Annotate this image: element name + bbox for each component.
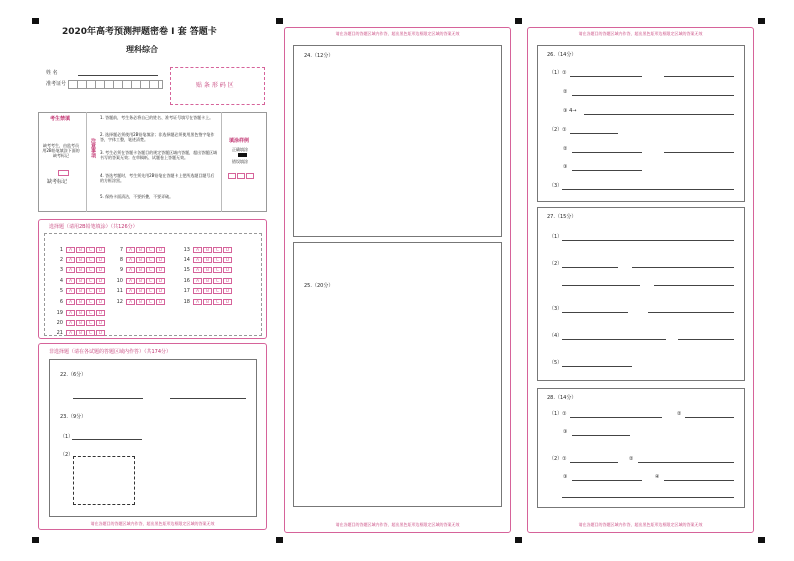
mc-option-bubble[interactable]: A: [126, 278, 135, 284]
q26-row6-line[interactable]: [572, 170, 642, 171]
mc-option-bubble[interactable]: D: [156, 257, 165, 263]
mc-question-row: [54, 323, 106, 337]
q27-row3-line-b[interactable]: [648, 312, 734, 313]
mc-option-bubble[interactable]: D: [96, 247, 105, 253]
q27-row5-label: （5）: [549, 360, 563, 366]
q23-part2-label: （2）: [60, 452, 74, 458]
mc-option-bubble[interactable]: C: [146, 257, 155, 263]
q28-row4b-label: ④: [655, 474, 660, 480]
barcode-label: 贴 条 形 码 区: [196, 82, 234, 89]
nonmc-title: 非选择题（请在各试题的答题区域内作答）（共174分）: [49, 349, 172, 355]
left-warning: 请在各题目的答题区域内作答，超出黑色矩形边框限定区域的答案无效: [90, 521, 215, 526]
mc-question-number: 2: [59, 256, 63, 263]
mc-option-bubble[interactable]: A: [193, 299, 202, 305]
q26-row5-line-a[interactable]: [572, 152, 642, 153]
fill-wrong-samples: [228, 165, 255, 184]
mc-option-bubble[interactable]: D: [223, 299, 232, 305]
mc-question-number: 19: [56, 309, 63, 316]
right-warning-top: 请在各题目的答题区域内作答，超出黑色矩形边框限定区域的答案无效: [578, 31, 703, 36]
mc-option-bubble[interactable]: A: [193, 247, 202, 253]
mc-option-bubble[interactable]: C: [146, 299, 155, 305]
mc-question-number: 6: [59, 298, 63, 305]
mc-question-number: 20: [56, 319, 63, 326]
mc-question-row: [54, 260, 106, 274]
mc-title-text: 选择题（请用2B铅笔填涂）（共126分）: [49, 224, 138, 230]
mc-question-row: [54, 291, 106, 305]
q28-row4-line-a[interactable]: [572, 480, 642, 481]
mc-option-bubble[interactable]: C: [86, 257, 95, 263]
mc-option-bubble[interactable]: A: [126, 288, 135, 294]
mc-question-row: [114, 281, 166, 295]
q28-row4-line-b[interactable]: [664, 480, 734, 481]
candidate-text: 缺考考生，由监考员用2B铅笔填涂下面的缺考标记: [42, 143, 80, 158]
mc-question-number: 11: [116, 288, 123, 295]
q28-row3-label: （2）①: [549, 456, 567, 462]
registration-mark-top-right: [758, 18, 765, 24]
mc-option-bubble[interactable]: B: [76, 330, 85, 336]
q26-row2-line[interactable]: [572, 95, 734, 96]
mc-question-number: 9: [119, 267, 123, 274]
q27-row3-label: （3）: [549, 306, 563, 312]
wrong-sample-check: [228, 173, 236, 179]
right-warning-bottom: 请在各题目的答题区域内作答，超出黑色矩形边框限定区域的答案无效: [578, 522, 703, 527]
q27-row3-line-a[interactable]: [562, 312, 628, 313]
mc-option-bubble[interactable]: A: [66, 288, 75, 294]
q27-row5-line[interactable]: [562, 366, 632, 367]
mc-option-bubble[interactable]: B: [76, 310, 85, 316]
mc-option-bubble[interactable]: B: [203, 278, 212, 284]
registration-mark-bottom-left: [32, 537, 39, 543]
mc-option-bubble[interactable]: C: [86, 330, 95, 336]
registration-mark-top-mid: [276, 18, 283, 24]
q26-row5-line-b[interactable]: [664, 152, 734, 153]
info-divider-1: [86, 112, 87, 212]
mc-option-bubble[interactable]: C: [213, 299, 222, 305]
q27-row2-line-a[interactable]: [562, 267, 618, 268]
mc-option-bubble[interactable]: A: [66, 330, 75, 336]
notice-item-2: 2. 选择题必须使用2B铅笔填涂；非选择题必须使用黑色签字笔作答，字体工整，笔迹清楚。: [100, 132, 215, 142]
mc-option-bubble[interactable]: A: [193, 288, 202, 294]
mc-question-number: 16: [183, 277, 190, 284]
mc-question-row: [181, 239, 233, 253]
q28-row2-label: ③: [563, 429, 568, 435]
registration-mark-bottom-mid2: [515, 537, 522, 543]
fill-correct-sample: [238, 153, 247, 157]
mc-question-row: [114, 291, 166, 305]
mc-option-bubble[interactable]: B: [76, 299, 85, 305]
q26-row4-line[interactable]: [570, 133, 618, 134]
q26-label: 26.（14分）: [547, 52, 577, 58]
exam-no-boxes[interactable]: [68, 80, 163, 89]
registration-mark-bottom-mid: [276, 537, 283, 543]
mc-option-bubble[interactable]: D: [156, 267, 165, 273]
mc-option-bubble[interactable]: B: [203, 299, 212, 305]
mc-title: [49, 224, 138, 230]
mc-option-bubble[interactable]: A: [126, 257, 135, 263]
q27-row2-line-b[interactable]: [632, 267, 734, 268]
mc-option-bubble[interactable]: D: [96, 310, 105, 316]
mc-question-row: [54, 302, 106, 316]
mc-option-bubble[interactable]: B: [136, 278, 145, 284]
mc-question-number: 18: [183, 298, 190, 305]
mc-option-bubble[interactable]: D: [156, 288, 165, 294]
q27-row1-label: （1）: [549, 234, 563, 240]
exam-no-label: 准考证号: [46, 81, 67, 87]
q26-row5-label: ②: [563, 146, 568, 152]
mc-option-bubble[interactable]: A: [193, 267, 202, 273]
mc-question-row: [181, 270, 233, 284]
left-panel-frame: [38, 343, 267, 530]
mid-warning-top: 请在各题目的答题区域内作答，超出黑色矩形边框限定区域的答案无效: [335, 31, 460, 36]
mc-question-row: [54, 309, 106, 326]
q26-row1-line-b[interactable]: [664, 76, 734, 77]
mc-option-bubble[interactable]: A: [66, 299, 75, 305]
fill-example-title: 填涂样例: [229, 138, 250, 144]
q26-row3-label: ③ 4→: [563, 108, 577, 114]
mc-option-bubble[interactable]: A: [126, 247, 135, 253]
mc-option-bubble[interactable]: A: [193, 257, 202, 263]
mc-question-number: 17: [183, 288, 190, 295]
mc-option-bubble[interactable]: B: [203, 267, 212, 273]
subject-title: 理科综合: [126, 45, 158, 54]
mc-option-bubble[interactable]: C: [146, 247, 155, 253]
info-divider-2: [221, 112, 222, 212]
mc-question-row: [181, 291, 233, 305]
mc-question-number: 21: [56, 330, 63, 337]
exam-title: 2020年高考预测押题密卷 Ⅰ 套 答题卡: [62, 27, 217, 37]
notice-item-1: 1. 答题前，考生务必将自己的姓名、准考证号填写在答题卡上。: [100, 115, 214, 120]
mc-question-row: [54, 270, 106, 284]
mc-option-bubble[interactable]: C: [86, 267, 95, 273]
q28-row3-line-a[interactable]: [570, 462, 618, 463]
q28-row3b-label: ②: [629, 456, 634, 462]
mc-option-bubble[interactable]: D: [96, 278, 105, 284]
q28-row1-label: （1）①: [549, 411, 567, 417]
mc-option-bubble[interactable]: B: [76, 320, 85, 326]
mc-option-bubble[interactable]: C: [86, 288, 95, 294]
absence-mark-box[interactable]: [58, 170, 69, 176]
notice-item-4: 4. 答选考题时，考生须先用2B铅笔在答题卡上把所选题目题号后的方框涂黑。: [100, 173, 215, 183]
mc-option-bubble[interactable]: A: [126, 267, 135, 273]
notice-title: 注意事项: [90, 138, 96, 158]
mc-option-bubble[interactable]: D: [156, 278, 165, 284]
mc-option-bubble[interactable]: A: [66, 278, 75, 284]
mc-option-bubble[interactable]: D: [223, 288, 232, 294]
mc-option-bubble[interactable]: B: [76, 267, 85, 273]
mc-option-bubble[interactable]: C: [86, 278, 95, 284]
mc-option-bubble[interactable]: B: [203, 257, 212, 263]
answer-box-27[interactable]: [537, 207, 745, 381]
mc-question-number: 8: [119, 256, 123, 263]
mc-option-bubble[interactable]: C: [86, 299, 95, 305]
mc-option-bubble[interactable]: B: [136, 299, 145, 305]
mc-question-row: [54, 281, 106, 295]
q26-row6-label: ③: [563, 164, 568, 170]
mc-option-bubble[interactable]: D: [223, 278, 232, 284]
fill-wrong-label: 错误填涂: [232, 159, 248, 164]
mc-question-row: [114, 246, 166, 263]
mc-question-number: 7: [119, 246, 123, 253]
mc-question-row: [114, 270, 166, 284]
mc-option-bubble[interactable]: C: [86, 320, 95, 326]
mc-option-bubble[interactable]: A: [193, 278, 202, 284]
wrong-sample-dot: [246, 173, 254, 179]
q26-row2-label: ②: [563, 89, 568, 95]
mc-option-bubble[interactable]: C: [213, 257, 222, 263]
notice-item-3: 3. 考生必须在答题卡各题目的规定答题区域内答题，超出答题区域书写的答案无效；在草稿纸、试题卷上答题无效。: [100, 150, 218, 160]
mc-option-bubble[interactable]: A: [126, 299, 135, 305]
mc-question-row: [181, 281, 233, 295]
q28-row4-label: ③: [563, 474, 568, 480]
q28-row1-line-a[interactable]: [570, 417, 662, 418]
mc-option-bubble[interactable]: D: [156, 247, 165, 253]
mc-option-bubble[interactable]: B: [136, 257, 145, 263]
mc-option-bubble[interactable]: C: [146, 267, 155, 273]
q27-row2-line-c[interactable]: [562, 285, 640, 286]
mc-question-row: [114, 239, 166, 253]
mc-option-bubble[interactable]: D: [223, 247, 232, 253]
mc-option-bubble[interactable]: C: [86, 310, 95, 316]
mc-option-bubble[interactable]: B: [76, 257, 85, 263]
mc-question-number: 3: [59, 267, 63, 274]
name-label: 姓 名: [46, 70, 58, 76]
answer-box-26[interactable]: [537, 45, 745, 202]
q25-label: 25.（20分）: [304, 283, 334, 289]
mc-option-bubble[interactable]: B: [76, 288, 85, 294]
mc-option-bubble[interactable]: B: [203, 288, 212, 294]
mc-question-row: [114, 260, 166, 274]
mc-question-number: 13: [183, 246, 190, 253]
q27-row4-line-b[interactable]: [678, 339, 734, 340]
mc-option-bubble[interactable]: A: [66, 257, 75, 263]
mc-option-bubble[interactable]: C: [213, 288, 222, 294]
mc-option-bubble[interactable]: B: [136, 247, 145, 253]
q27-row2-label: （2）: [549, 261, 563, 267]
q26-row7-line[interactable]: [562, 189, 734, 190]
mid-warning-bottom: 请在各题目的答题区域内作答，超出黑色矩形边框限定区域的答案无效: [335, 522, 460, 527]
q23-part1-label: （1）: [60, 434, 74, 440]
mc-question-row: [181, 246, 233, 263]
mc-option-bubble[interactable]: B: [76, 247, 85, 253]
q27-row4-label: （4）: [549, 333, 563, 339]
mc-question-number: 15: [183, 267, 190, 274]
mc-option-bubble[interactable]: C: [146, 288, 155, 294]
q26-row1-label: （1）①: [549, 70, 567, 76]
mc-question-number: 12: [116, 298, 123, 305]
mc-option-bubble[interactable]: D: [96, 267, 105, 273]
mc-option-bubble[interactable]: D: [96, 330, 105, 336]
mc-option-bubble[interactable]: C: [146, 278, 155, 284]
q28-row2-line[interactable]: [572, 435, 630, 436]
absence-mark-label: 缺考标记: [47, 179, 68, 185]
answer-box-24[interactable]: [293, 45, 502, 237]
mc-option-bubble[interactable]: C: [86, 247, 95, 253]
mc-question-row: [54, 239, 106, 253]
mc-option-bubble[interactable]: B: [136, 288, 145, 294]
q28-row5-line[interactable]: [562, 497, 734, 498]
name-field[interactable]: [78, 75, 158, 76]
mc-option-bubble[interactable]: D: [96, 299, 105, 305]
mc-question-number: 1: [59, 246, 63, 253]
q27-row1-line[interactable]: [562, 240, 734, 241]
mc-option-bubble[interactable]: C: [213, 247, 222, 253]
registration-mark-top-mid2: [515, 18, 522, 24]
mc-question-number: 4: [59, 277, 63, 284]
registration-mark-bottom-right: [758, 537, 765, 543]
mc-option-bubble[interactable]: D: [156, 299, 165, 305]
mc-option-bubble[interactable]: C: [213, 267, 222, 273]
mc-question-number: 14: [183, 256, 190, 263]
q27-label: 27.（15分）: [547, 214, 577, 220]
mc-question-number: 5: [59, 288, 63, 295]
mc-option-bubble[interactable]: D: [223, 257, 232, 263]
mc-option-bubble[interactable]: C: [213, 278, 222, 284]
q26-row4-label: （2）①: [549, 127, 567, 133]
mc-question-row: [54, 246, 106, 263]
mc-option-bubble[interactable]: A: [66, 267, 75, 273]
mc-option-bubble[interactable]: A: [66, 320, 75, 326]
mc-option-bubble[interactable]: A: [66, 247, 75, 253]
q23-label: 23.（9分）: [60, 414, 87, 420]
q27-row2-line-d[interactable]: [654, 285, 734, 286]
q26-row1-line-a[interactable]: [570, 76, 642, 77]
registration-mark-top-left: [32, 18, 39, 24]
mc-option-bubble[interactable]: A: [66, 310, 75, 316]
mc-question-number: 10: [116, 277, 123, 284]
q27-row4-line-a[interactable]: [562, 339, 666, 340]
answer-box-25[interactable]: [293, 242, 502, 507]
fill-correct-label: 正确填涂: [232, 147, 248, 152]
mc-option-bubble[interactable]: D: [96, 288, 105, 294]
q28-label: 28.（14分）: [547, 395, 577, 401]
mc-question-row: [181, 260, 233, 274]
q28-row3-line-b[interactable]: [638, 462, 734, 463]
mc-option-bubble[interactable]: B: [203, 247, 212, 253]
q24-label: 24.（12分）: [304, 53, 334, 59]
answer-box-28[interactable]: [537, 388, 745, 508]
candidate-title: 考生禁填: [50, 116, 71, 122]
q26-row7-label: （3）: [549, 183, 563, 189]
mc-option-bubble[interactable]: B: [136, 267, 145, 273]
mc-option-bubble[interactable]: D: [96, 320, 105, 326]
q28-row1-line-b[interactable]: [685, 417, 734, 418]
mc-option-bubble[interactable]: D: [223, 267, 232, 273]
q28-row1b-label: ②: [677, 411, 682, 417]
notice-item-5: 5. 保持卡面清洁，不要折叠，不要弄破。: [100, 194, 174, 199]
wrong-sample-cross: [237, 173, 245, 179]
q22-label: 22.（6分）: [60, 372, 87, 378]
mc-option-bubble[interactable]: D: [96, 257, 105, 263]
q26-row3-line[interactable]: [584, 114, 734, 115]
mc-option-bubble[interactable]: B: [76, 278, 85, 284]
